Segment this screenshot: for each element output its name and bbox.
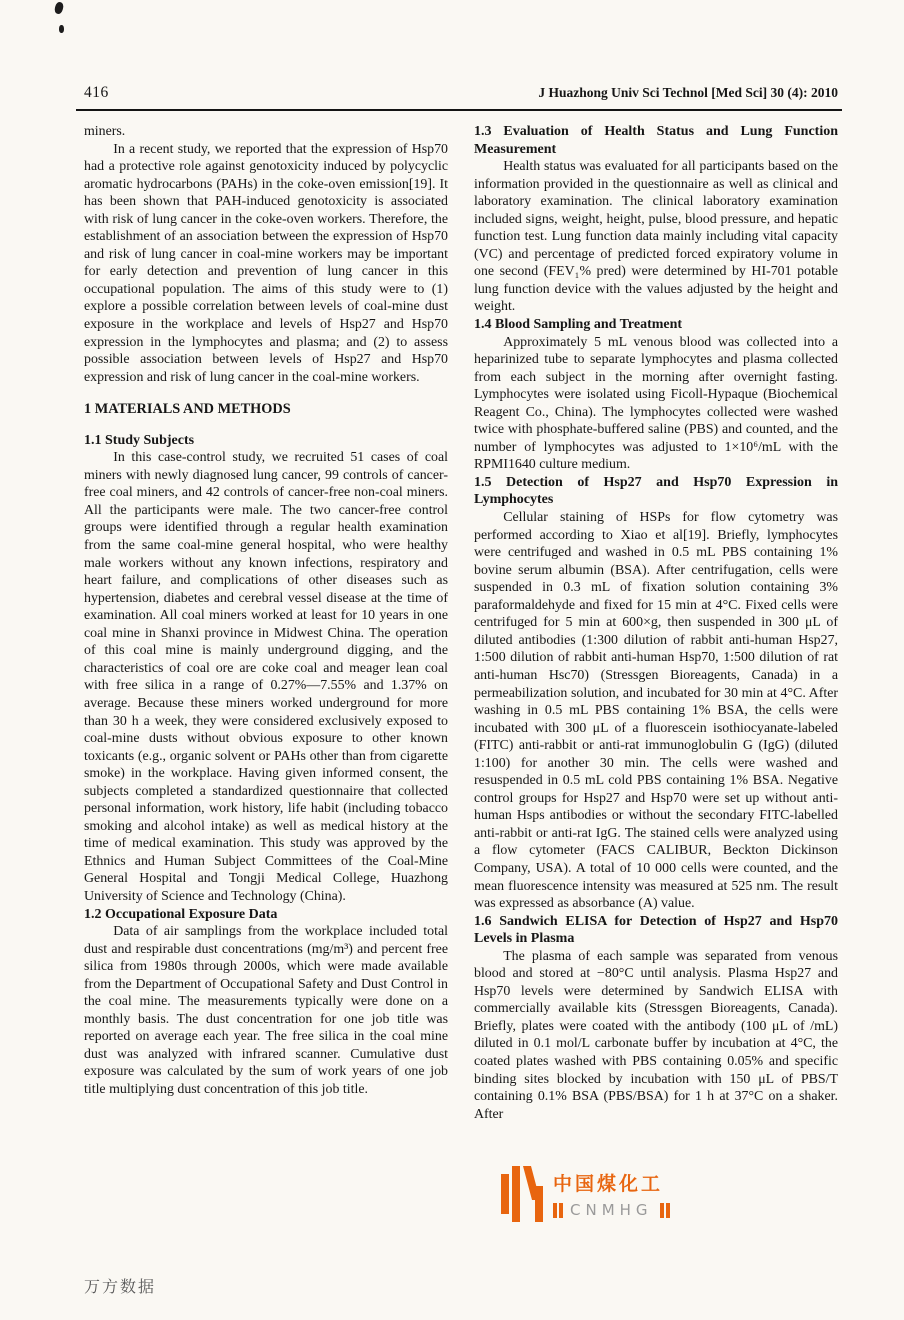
- scan-artifact: [54, 1, 65, 15]
- paragraph: Health status was evaluated for all participants based on the information provided in the questionnaire as well as clinical and laboratory examination. The clinical laboratory examination included signs, weight, height, pulse, blood pressure, and hepatic function test. Lung function data mainly including vital capacity (VC) and percentage of predicted forced expiratory volume in one second (FEV₁% pred) were determined by HI-701 potable lung function device with the values adjusted by the height and weight.: [474, 159, 838, 315]
- wanfang-stamp: 万方数据: [84, 1277, 157, 1296]
- scan-artifact: [59, 25, 64, 33]
- paragraph: miners.: [84, 124, 126, 139]
- paragraph: Approximately 5 mL venous blood was collected into a heparinized tube to separate lymphocytes and plasma collected from each subject in the morning after overnight fasting. Lymphocytes were isolated using Ficoll-Hypaque (Biochemical Reagent Co., China). The lymphocytes collected were washed twice with phosphate-buffered saline (PBS) and counted, and the number of lymphocytes was adjusted to 1×10⁶/mL with the RPMI1640 culture medium.: [474, 334, 838, 473]
- subsection-heading: 1.3 Evaluation of Health Status and Lung Function Measurement: [474, 124, 838, 157]
- paragraph: In a recent study, we reported that the expression of Hsp70 had a protective role against genotoxicity induced by polycyclic aromatic hydrocarbons (PAHs) in the coke-oven emission[19]. It has been shown that PAH-induced genotoxicity is associated with risk of lung cancer in the coke-oven workers. Therefore, the establishment of an association between the expression of Hsp70 and risk of lung cancer in coal-mine workers may be important for early detection and prevention of lung cancer in this occupational population. The aims of this study were to (1) explore a possible correlation between levels of coal-mine dust exposure in the workplace and levels of Hsp27 and Hsp70 expression in the lymphocytes and plasma; and (2) to assess possible association between levels of Hsp27 and Hsp70 expression and risk of lung cancer in the coal-mine workers.: [84, 141, 448, 385]
- right-column: [474, 123, 838, 1123]
- watermark-bars-left: [553, 1203, 563, 1218]
- cnmhg-watermark: [494, 1146, 730, 1242]
- subsection-heading: 1.4 Blood Sampling and Treatment: [474, 317, 683, 333]
- watermark-text: [553, 1169, 670, 1219]
- watermark-chinese-label: 中国煤化工: [553, 1173, 664, 1195]
- paragraph: Data of air samplings from the workplace included total dust and respirable dust concentrations (mg/m³) and percent free silica from 1980s through 2000s, which were made available from the Department of Occupational Safety and Dust Control in the coal mine. The measurements typically were done on a monthly basis. The dust concentration for one job title was reported on average each year. The free silica in the coal mine dust was analyzed with infrared scanner. Cumulative dust exposure was calculated by the sum of work years of one job title multiplying dust concentration of this job title.: [84, 924, 448, 1097]
- journal-reference: J Huazhong Univ Sci Technol [Med Sci] 30 (4): 2010: [538, 85, 838, 100]
- page-number: 416: [84, 84, 109, 101]
- cnmhg-logo-icon: [500, 1164, 544, 1224]
- page-header: [84, 84, 838, 102]
- watermark-bars-right: [660, 1203, 670, 1218]
- section-heading: 1 MATERIALS AND METHODS: [84, 401, 291, 418]
- subsection-heading: 1.6 Sandwich ELISA for Detection of Hsp27 and Hsp70 Levels in Plasma: [474, 913, 838, 947]
- paragraph: Cellular staining of HSPs for flow cytometry was performed according to Xiao et al[19]. Briefly, lymphocytes were centrifuged and washed in 0.5 mL PBS containing 1% bovine serum albumin (BSA). After centrifugation, cells were suspended in 0.3 mL of fixation solution containing 3% paraformaldehyde and fixed for 15 min at 4°C. Fixed cells were centrifuged for 5 min at 600×g, then suspended in 300 μL of diluted antibodies (1:300 dilution of rabbit anti-human Hsp27, 1:500 dilution of rabbit anti-human Hsp70, 1:500 dilution of rat anti-human Hsc70) (Stressgen Bioreagents, Canada) in a permeabilization solution, and incubated for 30 min at 4°C. After washing in 0.5 mL PBS containing 1% BSA, the cells were incubated with 300 μL of a fluorescein isothiocyanate-labeled (FITC) anti-rabbit or anti-rat immunoglobulin G (IgG) (diluted 1:100) for another 30 min. The cells were washed and resuspended in 0.5 mL cold PBS containing 1% BSA. Negative control groups for Hsp27 and Hsp70 were set up without anti-human Hsps antibodies or without the secondary FITC-labelled anti-rabbit or anti-rat IgG. The stained cells were analyzed using a flow cytometer (FACS CALIBUR, Beckton Dickinson Company, USA). A total of 10 000 cells were counted, and the mean fluorescence intensity was measured at 525 nm. The result was expressed as absorbance (A) value.: [474, 510, 838, 912]
- article-body: [84, 123, 838, 1123]
- subsection-heading: 1.5 Detection of Hsp27 and Hsp70 Expression in Lymphocytes: [474, 474, 838, 508]
- watermark-latin-row: [553, 1201, 670, 1219]
- paragraph: The plasma of each sample was separated from venous blood and stored at −80°C until analysis. Plasma Hsp27 and Hsp70 levels were determined by Sandwich ELISA with commercially available kits (Stressgen Bioreagents, Canada). Briefly, plates were coated with the antibody (100 μL of /mL) diluted in 0.1 mol/L carbonate buffer by incubation at 4°C, the coated plates washed with PBS containing 0.05% and specific binding sites blocked by incubation with 150 μL of PBS/T containing 0.1% BSA (PBS/BSA) for 1 h at 37°C on a shaker. After: [474, 948, 838, 1122]
- subsection-heading: 1.2 Occupational Exposure Data: [84, 906, 278, 922]
- left-column: [84, 123, 448, 1123]
- subsection-heading: 1.1 Study Subjects: [84, 432, 195, 448]
- watermark-latin-label: CNMHG: [570, 1201, 653, 1219]
- header-rule: [76, 109, 842, 111]
- paragraph: In this case-control study, we recruited 51 cases of coal miners with newly diagnosed lung cancer, 99 controls of cancer-free coal miners, and 42 controls of cancer-free non-coal miners. All the participants were male. The two cancer-free control groups were identified through a regular health examination from the same coal-mine general hospital, who were healthy male workers without any known infections, respiratory and heart failure, and complications of other diseases such as hypertension, diabetes and cerebral vessel disease at the time of examination. All coal miners worked at least for 10 years in one coal mine in Shanxi province in Midwest China. The operation of this coal mine is mainly underground digging, and the characteristics of coal ore are coke coal and meager lean coal with free silica in a range of 0.27%—7.55% and 1.37% on average. Because these miners worked underground for more than 30 h a week, they were considered exclusively exposed to coal-mine dusts without obvious exposure to other known toxicants (e.g., organic solvent or PAHs other than from cigarette smoke) in the workplace. Having given informed consent, the subjects completed a standardized questionnaire that collected personal information, work history, life habit (including tobacco smoking and alcohol intake) as well as medical history at the time of medical examination. This study was approved by the Ethnics and Human Subject Committees of the Coal-Mine General Hospital and Tongji Medical College, Huazhong University of Science and Technology (China).: [84, 450, 448, 904]
